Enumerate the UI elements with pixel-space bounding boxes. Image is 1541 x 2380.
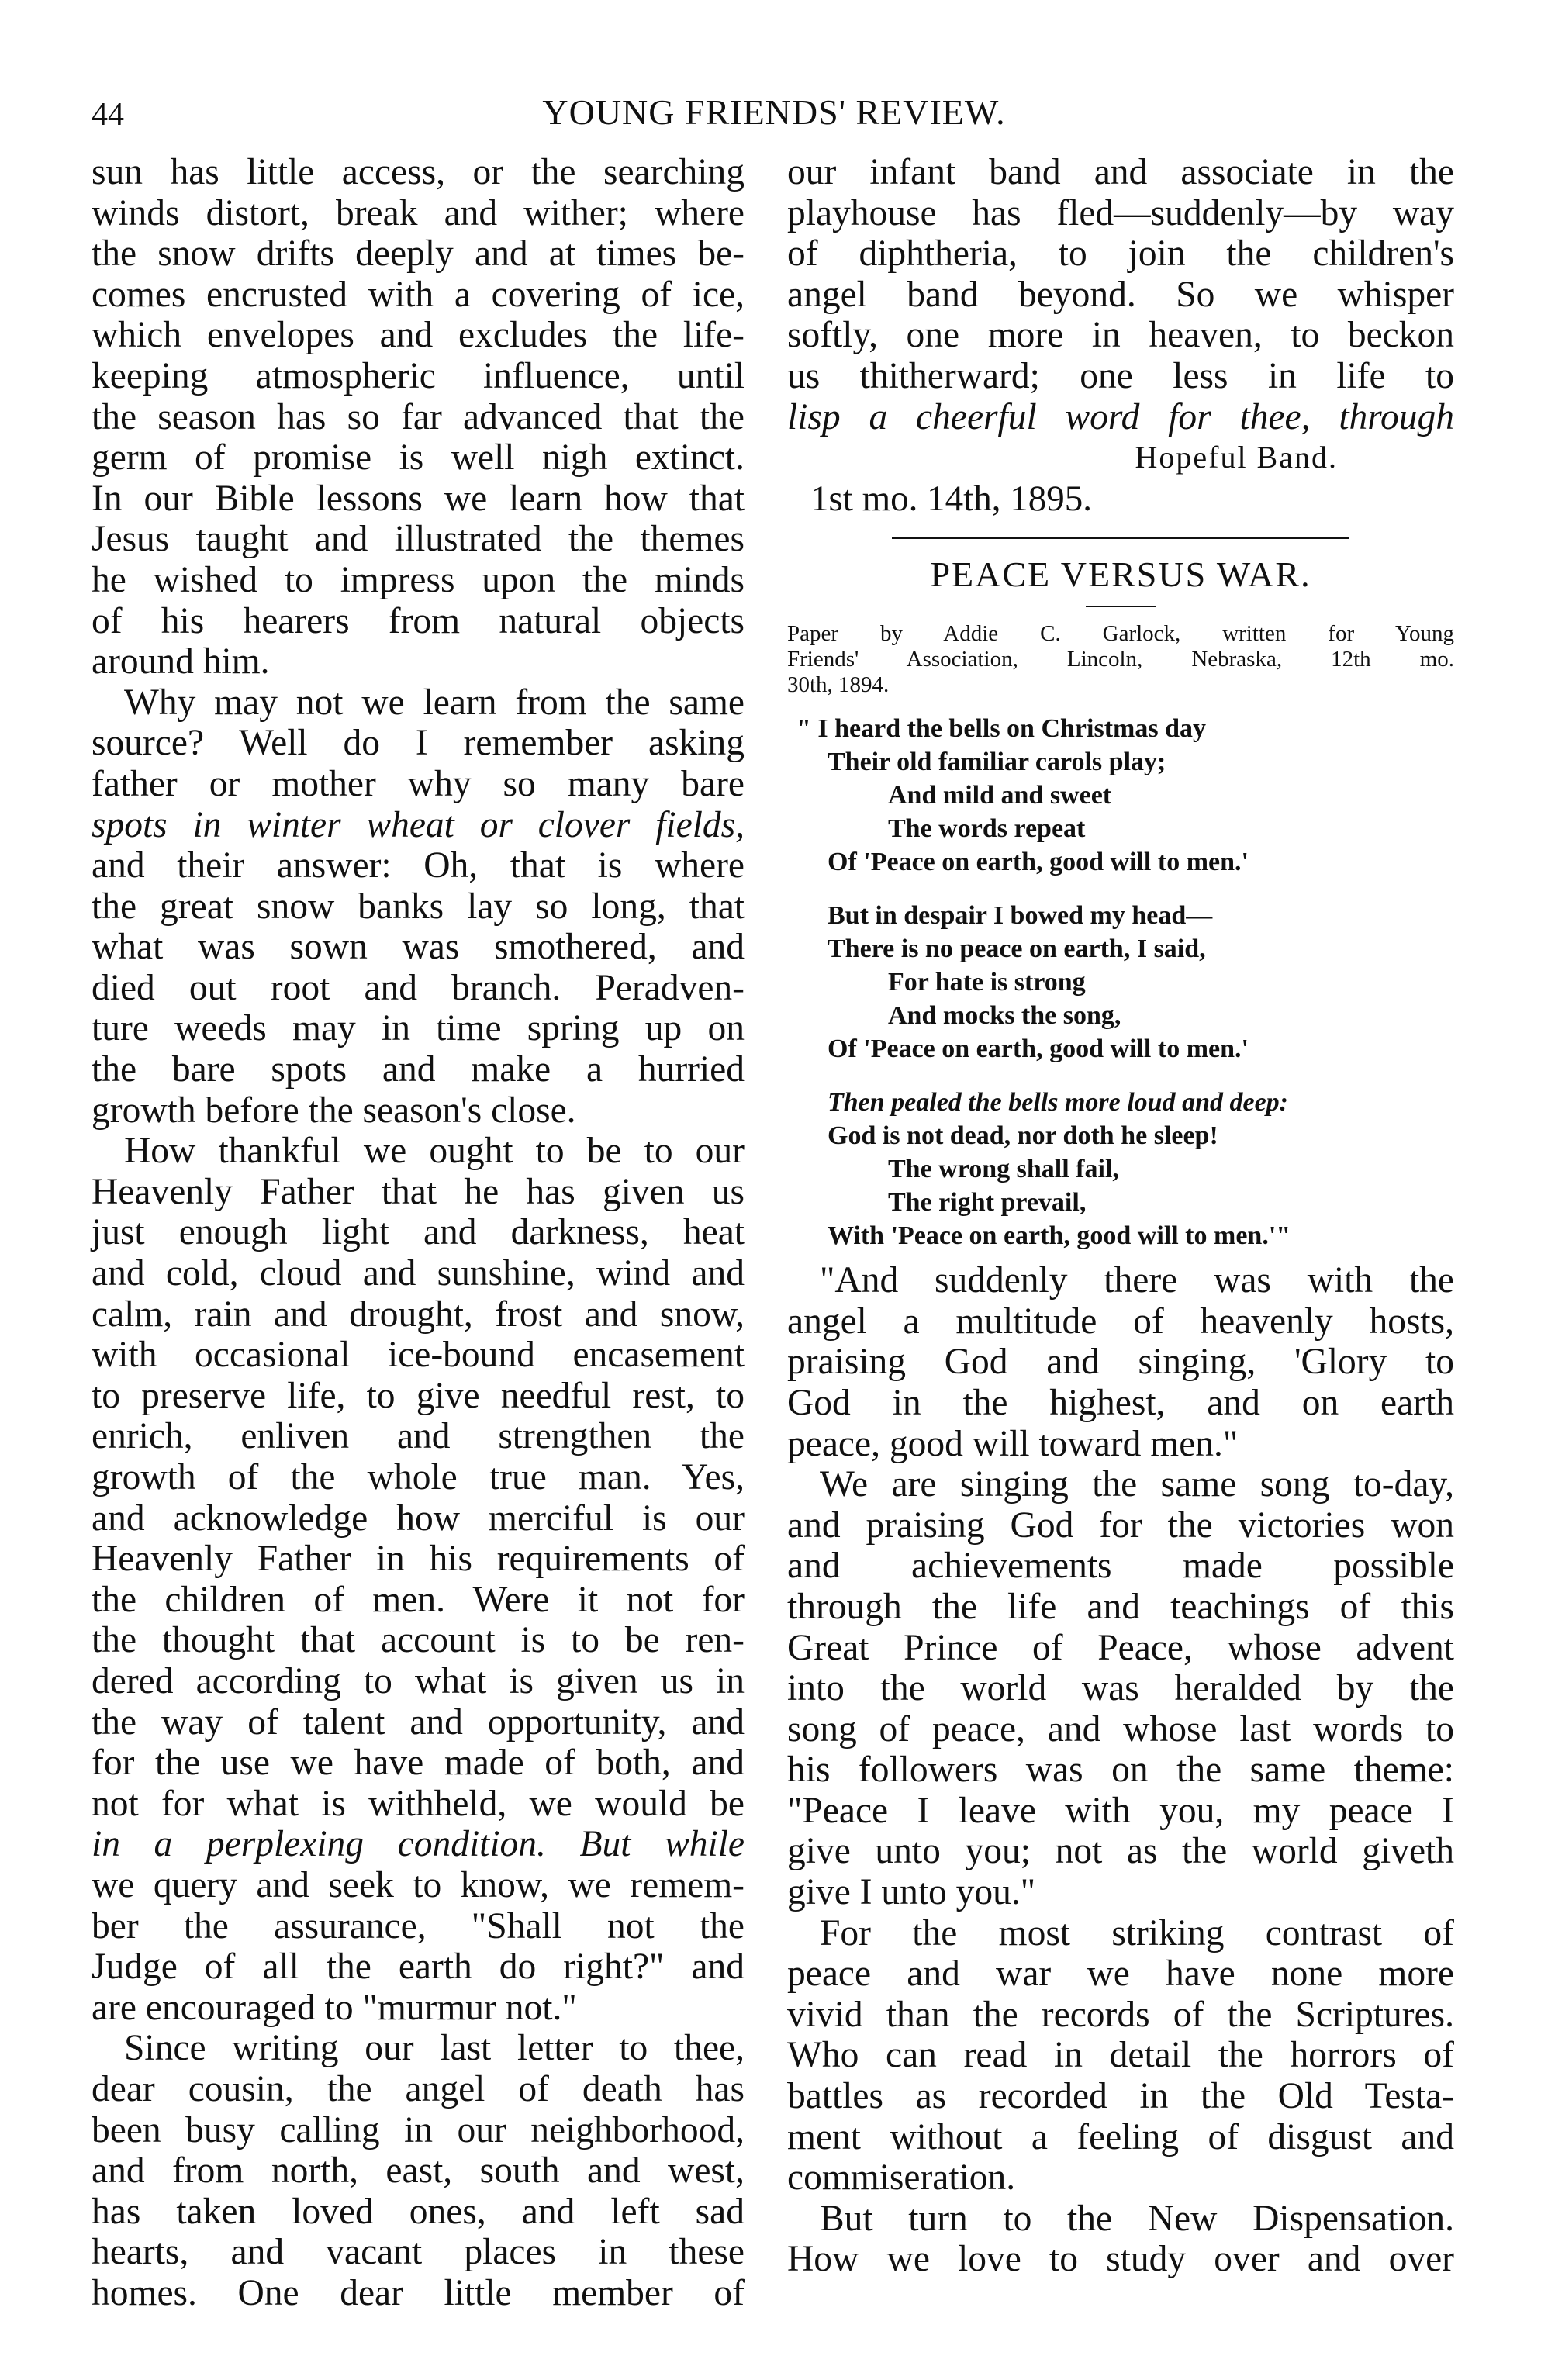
text-line: Great Prince of Peace, whose advent <box>787 1627 1454 1668</box>
poem-line: And mocks the song, <box>888 1001 1121 1031</box>
poem-spacer <box>787 1252 1454 1260</box>
stanza-gap <box>787 879 1454 899</box>
text-line: died out root and branch. Peradven- <box>92 967 745 1008</box>
text-line: around him. <box>92 641 270 682</box>
text-line: Jesus taught and illustrated the themes <box>92 519 745 560</box>
text-line: growth of the whole true man. Yes, <box>92 1457 745 1497</box>
text-line: peace, good will toward men." <box>787 1423 1239 1464</box>
text-line: not for what is withheld, we would be <box>92 1783 745 1824</box>
text-line: God in the highest, and on earth <box>787 1382 1454 1423</box>
text-line: through the life and teachings of this <box>787 1586 1454 1627</box>
text-line: give unto you; not as the world giveth <box>787 1831 1454 1872</box>
text-line: the children of men. Were it not for <box>92 1579 745 1620</box>
text-line: For the most striking contrast of <box>820 1912 1454 1953</box>
signature: Hopeful Band. <box>1135 440 1338 475</box>
text-line: in a perplexing condition. But while <box>92 1824 745 1865</box>
poem-line: Then pealed the bells more loud and deep: <box>828 1088 1289 1117</box>
text-line: of his hearers from natural objects <box>92 600 745 641</box>
text-line: battles as recorded in the Old Testa- <box>787 2076 1454 2117</box>
text-line: winds distort, break and wither; where <box>92 192 745 233</box>
poem-line: With 'Peace on earth, good will to men.'" <box>828 1221 1291 1251</box>
stanza-gap <box>787 1066 1454 1086</box>
text-line: spots in winter wheat or clover fields, <box>92 804 745 845</box>
section-title: PEACE VERSUS WAR. <box>930 554 1311 595</box>
text-line: and praising God for the victories won <box>787 1504 1454 1546</box>
text-line: and acknowledge how merciful is our <box>92 1497 745 1539</box>
text-line: "And suddenly there was with the <box>820 1260 1454 1301</box>
text-line: with occasional ice-bound encasement <box>92 1335 745 1376</box>
text-line: comes encrusted with a covering of ice, <box>92 274 745 315</box>
text-line: peace and war we have none more <box>787 1953 1454 1995</box>
text-line: ber the assurance, "Shall not the <box>92 1905 745 1946</box>
byline-line: 30th, 1894. <box>787 672 890 698</box>
text-line: just enough light and darkness, heat <box>92 1212 745 1253</box>
text-line: We are singing the same song to-day, <box>820 1464 1454 1505</box>
text-line: homes. One dear little member of <box>92 2272 745 2313</box>
text-line: give I unto you." <box>787 1872 1036 1913</box>
text-line: dered according to what is given us in <box>92 1660 745 1701</box>
poem-line: But in despair I bowed my head— <box>828 901 1213 931</box>
text-line: been busy calling in our neighborhood, <box>92 2109 745 2150</box>
text-line: he wished to impress upon the minds <box>92 559 745 600</box>
poem-line: The right prevail, <box>888 1188 1087 1218</box>
text-line: our infant band and associate in the <box>787 152 1454 192</box>
text-line: the great snow banks lay so long, that <box>92 886 745 927</box>
text-line: his followers was on the same theme: <box>787 1750 1454 1791</box>
text-line: us thitherward; one less in life to <box>787 355 1454 396</box>
poem-line: For hate is strong <box>888 968 1086 997</box>
text-line: hearts, and vacant places in these <box>92 2232 745 2273</box>
text-line: How we love to study over and over <box>787 2239 1454 2280</box>
text-line: vivid than the records of the Scriptures. <box>787 1994 1454 2035</box>
text-line: Why may not we learn from the same <box>124 682 745 723</box>
text-line: softly, one more in heaven, to beckon <box>787 315 1454 356</box>
text-line: growth before the season's close. <box>92 1090 576 1131</box>
text-line: enrich, enliven and strengthen the <box>92 1416 745 1457</box>
text-line: Who can read in detail the horrors of <box>787 2035 1454 2076</box>
poem-line: The wrong shall fail, <box>888 1155 1119 1184</box>
text-line: the way of talent and opportunity, and <box>92 1701 745 1743</box>
text-line: and from north, east, south and west, <box>92 2150 745 2192</box>
text-line: the thought that account is to be ren- <box>92 1620 745 1661</box>
poem-line: Their old familiar carols play; <box>828 748 1166 777</box>
text-line: "Peace I leave with you, my peace I <box>787 1790 1454 1831</box>
text-line: Heavenly Father in his requirements of <box>92 1539 745 1580</box>
poem-line: Of 'Peace on earth, good will to men.' <box>828 1035 1249 1064</box>
text-line: of diphtheria, to join the children's <box>787 233 1454 275</box>
text-line: calm, rain and drought, frost and snow, <box>92 1294 745 1335</box>
text-line: and achievements made possible <box>787 1546 1454 1587</box>
poem-line: There is no peace on earth, I said, <box>828 934 1206 964</box>
text-line: father or mother why so many bare <box>92 763 745 804</box>
text-line: playhouse has fled—suddenly—by way <box>787 192 1454 233</box>
text-line: keeping atmospheric influence, until <box>92 355 745 396</box>
text-line: germ of promise is well nigh extinct. <box>92 437 745 478</box>
right-column <box>787 152 1454 2280</box>
text-line: commiseration. <box>787 2157 1016 2199</box>
text-line: angel a multitude of heavenly hosts, <box>787 1301 1454 1342</box>
poem-line: The words repeat <box>888 814 1086 844</box>
text-line: dear cousin, the angel of death has <box>92 2068 745 2109</box>
text-line: what was sown was smothered, and <box>92 927 745 968</box>
left-column <box>92 152 745 2313</box>
text-line: we query and seek to know, we remem- <box>92 1864 745 1905</box>
text-line: and cold, cloud and sunshine, wind and <box>92 1253 745 1294</box>
text-line: the season has so far advanced that the <box>92 396 745 437</box>
section-divider <box>892 537 1349 539</box>
text-line: for the use we have made of both, and <box>92 1743 745 1784</box>
text-line: source? Well do I remember asking <box>92 723 745 764</box>
text-line: are encouraged to "murmur not." <box>92 1987 577 2028</box>
text-line: has taken loved ones, and left sad <box>92 2191 745 2232</box>
text-line: How thankful we ought to be to our <box>124 1131 745 1172</box>
poem-line: And mild and sweet <box>888 781 1112 810</box>
text-line: Heavenly Father that he has given us <box>92 1171 745 1212</box>
text-line: Judge of all the earth do right?" and <box>92 1946 745 1988</box>
text-line: ment without a feeling of disgust and <box>787 2116 1454 2157</box>
date-line: 1st mo. 14th, 1895. <box>810 478 1092 520</box>
text-line: praising God and singing, 'Glory to <box>787 1342 1454 1383</box>
text-line: In our Bible lessons we learn how that <box>92 478 745 519</box>
text-line: into the world was heralded by the <box>787 1668 1454 1709</box>
page-number: 44 <box>92 97 124 133</box>
byline-line: Friends' Association, Lincoln, Nebraska, 12th mo. <box>787 647 1454 672</box>
poem-line: Of 'Peace on earth, good will to men.' <box>828 848 1249 877</box>
text-line: lisp a cheerful word for thee, through <box>787 396 1454 437</box>
byline-line: Paper by Addie C. Garlock, written for Young <box>787 621 1454 647</box>
text-line: angel band beyond. So we whisper <box>787 274 1454 315</box>
text-line: to preserve life, to give needful rest, to <box>92 1375 745 1416</box>
text-line: sun has little access, or the searching <box>92 152 745 192</box>
text-line: song of peace, and whose last words to <box>787 1708 1454 1750</box>
poem-line: God is not dead, nor doth he sleep! <box>828 1121 1218 1151</box>
poem <box>787 712 1454 1252</box>
text-line: which envelopes and excludes the life- <box>92 315 745 356</box>
poem-line: " I heard the bells on Christmas day <box>796 714 1206 744</box>
text-line: the snow drifts deeply and at times be- <box>92 233 745 275</box>
text-line: Since writing our last letter to thee, <box>124 2028 745 2069</box>
running-title: YOUNG FRIENDS' REVIEW. <box>542 92 1006 132</box>
page-header <box>92 92 1456 146</box>
text-line: and their answer: Oh, that is where <box>92 845 745 886</box>
text-line: the bare spots and make a hurried <box>92 1049 745 1090</box>
title-underline <box>1086 606 1156 607</box>
text-line: ture weeds may in time spring up on <box>92 1008 745 1049</box>
text-line: But turn to the New Dispensation. <box>820 2198 1454 2239</box>
